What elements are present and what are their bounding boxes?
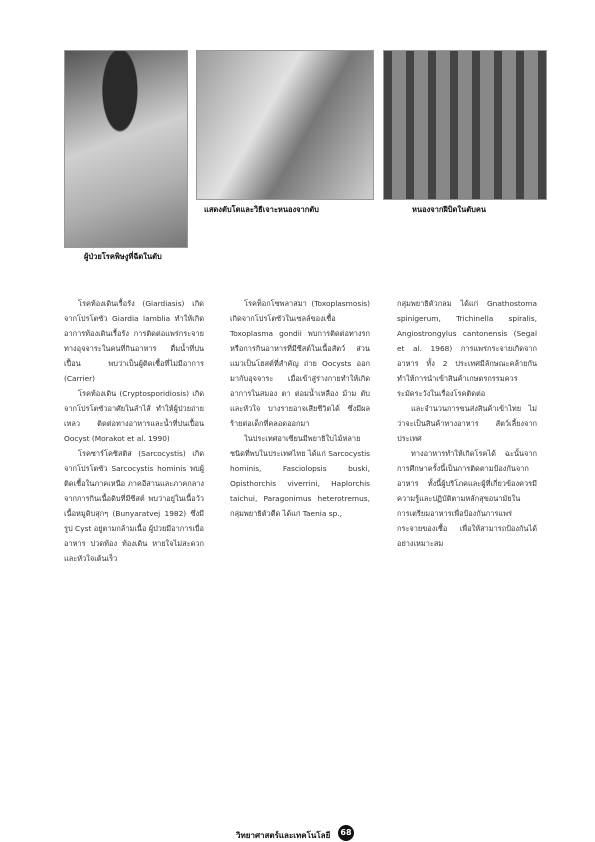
- paragraph: และจำนวนการขนส่งสินค้าเข้าไทย ไม่ว่าจะเป็นสินค้าทางอาหาร สัตว์เลี้ยงจากประเทศ: [397, 404, 537, 443]
- pus-tubes-photo: [383, 50, 547, 200]
- page-number: 68: [338, 825, 354, 841]
- patient-photo: [64, 50, 188, 248]
- text-column-2: [230, 296, 370, 521]
- paragraph: โรคท้องเดินเรื้อรัง (Giardiasis) เกิดจากโปรโตซัว Giardia lamblia ทำให้เกิดอาการท้องเดินเรื้อรัง การติดต่อแพร่กระจายทางอุจจาระในคนที่กินอาหาร ดื่มน้ำที่ปนเปื้อน พบว่าเป็นผู้ติดเชื้อที่ไม่มีอาการ (Carrier): [64, 299, 204, 383]
- text-column-3: [397, 296, 537, 551]
- paragraph: กลุ่มพยาธิตัวกลม ได้แก่ Gnathostoma spinigerum, Trichinella spiralis, Angiostrongylus cantonensis (Segal et al. 1968) การแพร่กระจายเกิดจากอาหาร ทั้ง 2 ประเทศมีลักษณะคล้ายกัน ทำให้การนำเข้าสินค้าเกษตรกรรมควรระมัดระวังในเรื่องโรคติดต่อ: [397, 299, 537, 398]
- pus-caption: หนองจากฝีบิดในตับคน: [412, 205, 486, 214]
- paragraph: ทางอาหารทำให้เกิดโรคได้ ฉะนั้นจากการศึกษาครั้งนี้เป็นการติดตามป้องกันจากอาหาร ทั้งนี้ผู้บริโภคและผู้ที่เกี่ยวข้องควรมีความรู้และปฏิบัติตามหลักสุขอนามัยในการเตรียมอาหารเพื่อป้องกันการแพร่กระจายของเชื้อ เพื่อให้สามารถป้องกันได้อย่างเหมาะสม: [397, 449, 537, 548]
- paragraph: โรคซาร์โคซิสติส (Sarcocystis) เกิดจากโปรโตซัว Sarcocystis hominis พบผู้ติดเชื้อในภาคเหนือ ภาคอีสานและภาคกลางจากการกินเนื้อดิบที่มีซีสต์ พบว่าอยู่ในเนื้อวัว เนื้อหมูดิบสุกๆ (Bunyaratvej 1982) ซึ่งมีรูป Cyst อยู่ตามกล้ามเนื้อ ผู้ป่วยมีอาการเบื่ออาหาร ปวดท้อง ท้องเดิน หายใจไม่สะดวกและหัวใจเต้นเร็ว: [64, 449, 204, 563]
- procedure-caption: แสดงตับโตและวิธีเจาะหนองจากตับ: [204, 205, 319, 214]
- paragraph: โรคท็อกโซพลาสมา (Toxoplasmosis) เกิดจากโปรโตซัวในเซลล์ของเชื้อ Toxoplasma gondii พบการติดต่อทางรกหรือการกินอาหารที่มีซีสต์ในเนื้อสัตว์ ส่วนแมวเป็นโฮสต์ที่สำคัญ ถ่าย Oocysts ออกมากับอุจจาระ เมื่อเข้าสู่ร่างกายทำให้เกิดอาการในสมอง ตา ต่อมน้ำเหลือง ม้าม ตับ และหัวใจ บางรายอาจเสียชีวิตได้ ซึ่งมีผลร้ายต่อเด็กที่คลอดออกมา: [230, 299, 370, 428]
- journal-name: วิทยาศาสตร์และเทคโนโลยี: [236, 831, 331, 840]
- patient-caption: ผู้ป่วยโรคพิษงูที่ฉีดในตับ: [84, 252, 162, 261]
- paragraph: ในประเทศอาเซียนมีพยาธิใบไม้หลายชนิดที่พบในประเทศไทย ได้แก่ Sarcocystis hominis, Fasciolopsis buski, Opisthorchis viverrini, Haplorchis taichui, Paragonimus heterotremus, กลุ่มพยาธิตัวตืด ได้แก่ Taenia sp.,: [230, 434, 370, 518]
- text-column-1: [64, 296, 204, 566]
- liver-procedure-photo: [196, 50, 374, 200]
- paragraph: โรคท้องเดิน (Cryptosporidiosis) เกิดจากโปรโตซัวอาศัยในลำไส้ ทำให้ผู้ป่วยถ่ายเหลว ติดต่อทางอาหารและน้ำที่ปนเปื้อน Oocyst (Morakot et al. 1990): [64, 389, 204, 443]
